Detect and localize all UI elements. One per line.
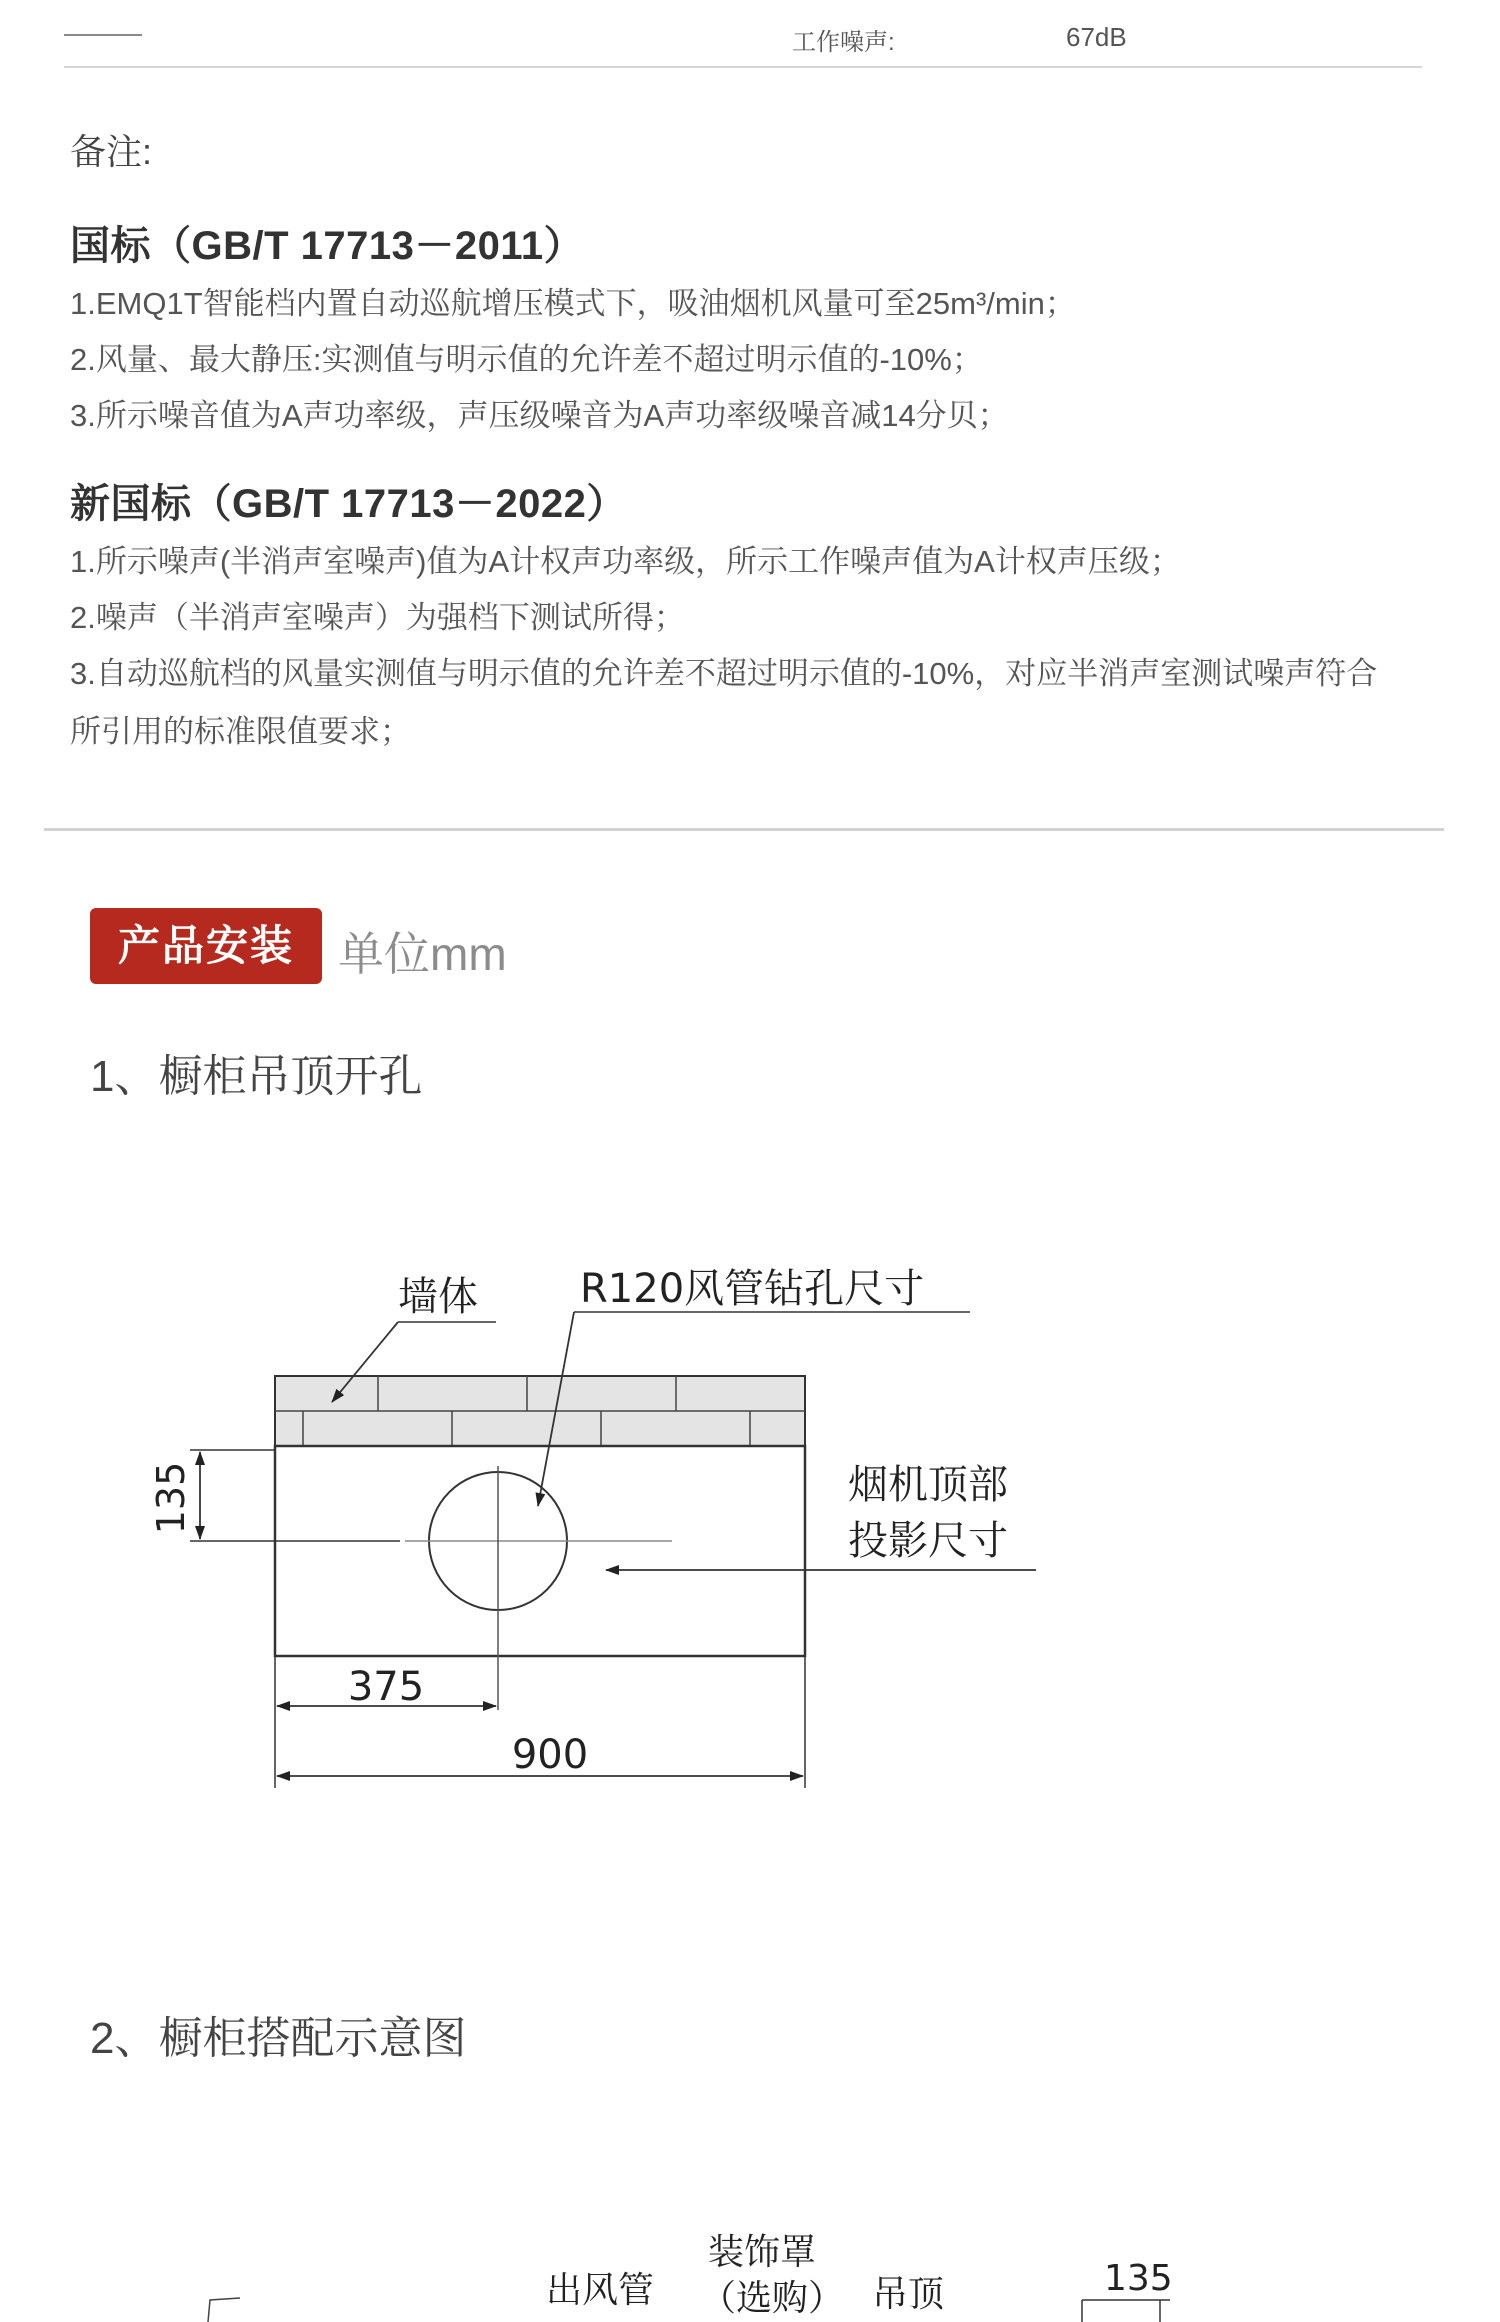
remarks-label: 备注:: [70, 131, 153, 172]
standard-title-2011: 国标（GB/T 17713－2011）: [70, 224, 585, 268]
install-badge: 产品安装: [90, 908, 322, 984]
ceiling-label: 吊顶: [872, 2274, 945, 2315]
standard-title-2022: 新国标（GB/T 17713－2022）: [70, 482, 627, 526]
spec-dash: [64, 34, 142, 36]
dim-135-top: 135: [1104, 2258, 1173, 2299]
remark-line: 2.风量、最大静压:实测值与明示值的允许差不超过明示值的-10%；: [70, 342, 983, 377]
section-title-cabinet-matching: 2、橱柜搭配示意图: [90, 2014, 467, 2063]
optional-label: （选购）: [700, 2278, 845, 2319]
cabinet-matching-diagram: [0, 2180, 1500, 2322]
remark-line: 3.自动巡航档的风量实测值与明示值的允许差不超过明示值的-10%，对应半消声室测试噪声符合: [70, 656, 1378, 691]
hood-projection-label: 投影尺寸: [848, 1518, 1008, 1564]
outlet-duct-label: 出风管: [546, 2270, 655, 2311]
wall-bricks: [275, 1376, 805, 1446]
section-divider: [44, 828, 1444, 831]
ceiling-hole-diagram: [0, 1220, 1500, 1840]
dim-135: 135: [149, 1461, 193, 1535]
remark-line: 3.所示噪音值为A声功率级，声压级噪音为A声功率级噪音减14分贝；: [70, 398, 1009, 433]
remark-line: 1.所示噪声(半消声室噪声)值为A计权声功率级，所示工作噪声值为A计权声压级；: [70, 544, 1181, 579]
section-title-ceiling-hole: 1、橱柜吊顶开孔: [90, 1052, 423, 1101]
remark-line: 所引用的标准限值要求；: [70, 714, 411, 749]
unit-label: 单位mm: [338, 928, 507, 980]
wall-label: 墙体: [398, 1274, 478, 1320]
dim-900: 900: [511, 1732, 589, 1778]
hood-top-label: 烟机顶部: [848, 1462, 1008, 1508]
decorative-cover-label: 装饰罩: [708, 2232, 817, 2273]
remark-line: 1.EMQ1T智能档内置自动巡航增压模式下，吸油烟机风量可至25m³/min；: [70, 286, 1076, 321]
hood-projection-outline: [275, 1446, 805, 1656]
divider: [64, 66, 1422, 68]
duct-label: R120风管钻孔尺寸: [580, 1266, 925, 1312]
spec-label: 工作噪声:: [792, 29, 895, 56]
spec-value: 67dB: [1066, 22, 1127, 52]
dim-375: 375: [347, 1664, 425, 1710]
remark-line: 2.噪声（半消声室噪声）为强档下测试所得；: [70, 600, 685, 635]
